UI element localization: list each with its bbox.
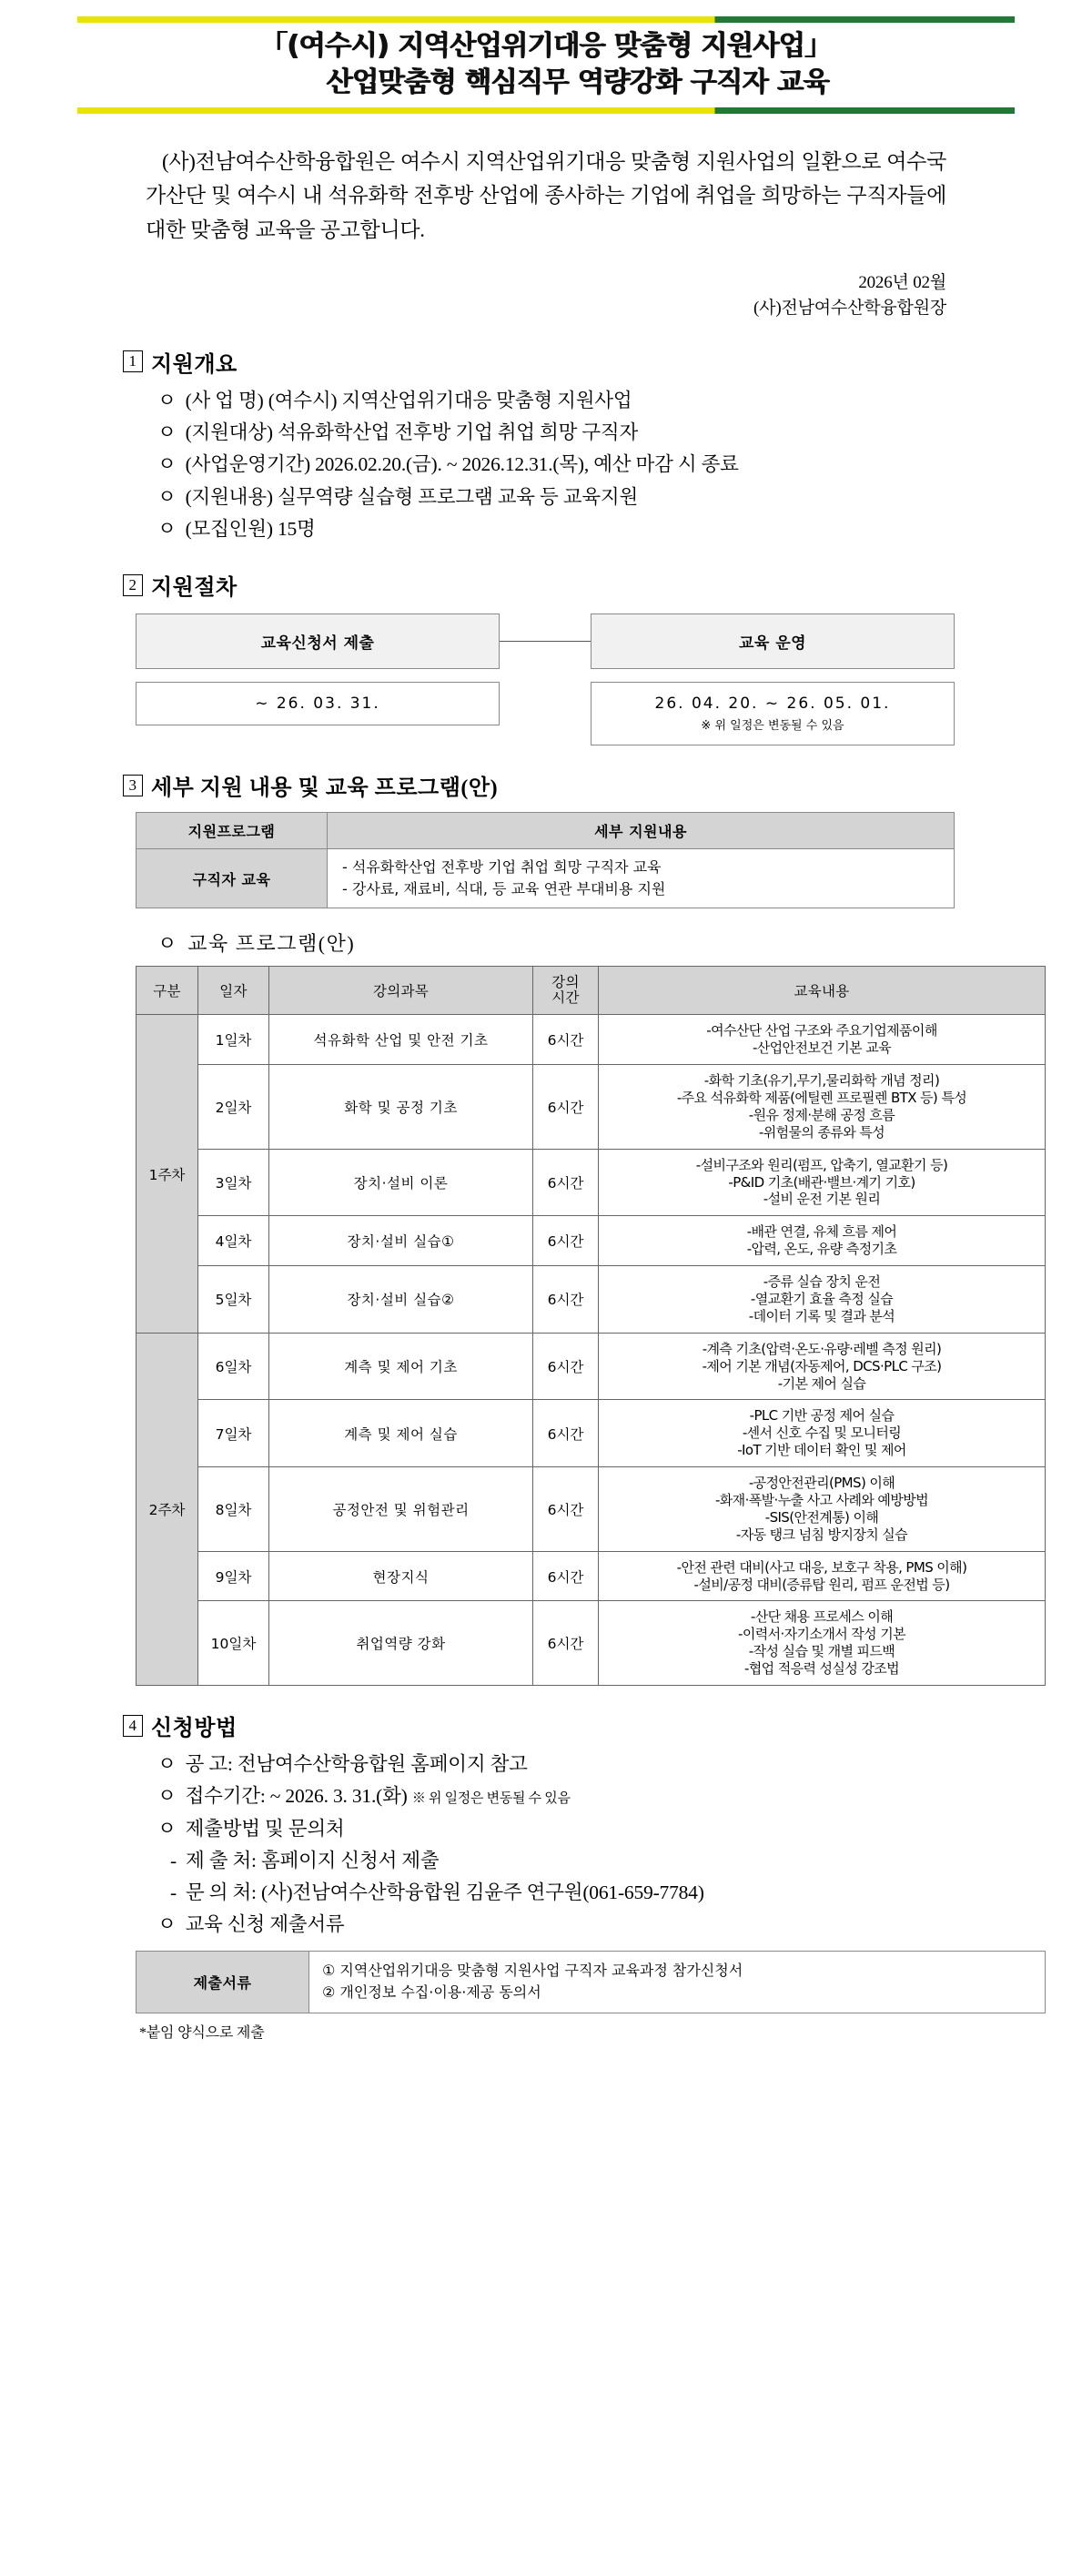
content-line: -위험물의 종류와 특성 [758,1123,885,1141]
section1-title: 지원개요 [151,352,238,377]
col-header-hours [533,967,599,1015]
docs-item: ② 개인정보 수집·이용·제공 동의서 [322,1983,541,2002]
flow-step-1-period-box [136,682,500,745]
footnote: *붙임 양식으로 제출 [139,2025,265,2042]
list-item-note: ※ 위 일정은 변동될 수 있음 [411,1791,571,1807]
section-detail-program [86,769,1006,1686]
content-line: -이력서·자기소개서 작성 기본 [738,1626,905,1643]
program-subtitle-row [157,928,1006,957]
table-row [136,1149,1046,1216]
section1-list [157,385,1006,545]
list-item-label: 문 의 처: (사)전남여수산학융합원 김윤주 연구원(061-659-7784) [185,1881,704,1903]
flow-step-1-title: 교육신청서 제출 [136,614,500,669]
col-header-hours-line2: 시간 [551,989,580,1007]
document-title-line2: 산업맞춤형 핵심직무 역량강화 구직자 교육 [326,66,830,98]
row-day: 10일차 [198,1601,269,1686]
row-content [599,1551,1046,1601]
content-line: -원유 정제·분해 공정 흐름 [748,1106,895,1123]
section4-number: 4 [123,1715,143,1737]
signoff-block [146,270,946,322]
program-subtitle: 교육 프로그램(안) [187,932,356,956]
content-line: -자동 탱크 넘침 방지장치 실습 [735,1526,908,1543]
support-row-program: 구직자 교육 [136,849,328,908]
week-label-1: 1주차 [136,1015,198,1333]
row-content [599,1216,1046,1266]
signoff-date: 2026년 02월 [858,272,946,292]
content-line: -계측 기초(압력·온도·유량·레벨 측정 원리) [702,1340,942,1357]
list-item-label: 접수기간: ~ 2026. 3. 31.(화) [185,1785,408,1808]
flow-step-2-title: 교육 운영 [591,614,955,669]
row-subject: 계측 및 제어 기초 [269,1333,533,1400]
table-row [136,1216,1046,1266]
row-subject: 공정안전 및 위험관리 [269,1467,533,1552]
bullet-mark: ㅇ [157,932,177,956]
content-line: -PLC 기반 공정 제어 실습 [749,1407,895,1425]
bullet-mark: ㅇ [157,1817,177,1840]
title-lines [0,23,1092,104]
content-line: -협업 적응력 성실성 강조법 [743,1660,900,1678]
intro-paragraph-block [146,145,946,247]
table-row [136,849,955,908]
document-page [0,16,1092,2078]
list-item-label: 공 고: 전남여수산학융합원 홈페이지 참고 [185,1753,528,1775]
week-label-2: 2주차 [136,1333,198,1685]
table-row [136,1601,1046,1686]
support-detail-line: - 강사료, 재료비, 식대, 등 교육 연관 부대비용 지원 [342,880,666,898]
education-program-table [136,966,1046,1686]
list-item-label: (모집인원) 15명 [185,517,316,540]
bullet-mark: ㅇ [157,1913,177,1936]
section-support-overview [86,346,1006,545]
list-item [157,417,1006,449]
content-line: -안전 관련 대비(사고 대응, 보호구 착용, PMS 이해) [676,1558,967,1576]
list-item [157,385,1006,417]
row-subject: 장치·설비 이론 [269,1149,533,1216]
document-title-line1: 「(여수시) 지역산업위기대응 맞춤형 지원사업」 [260,30,832,62]
content-line: -제어 기본 개념(자동제어, DCS·PLC 구조) [702,1357,942,1374]
flow-step-2-period-wrap [591,682,955,745]
content-line: -공정안전관리(PMS) 이해 [748,1475,895,1492]
list-item-label: (사 업 명) (여수시) 지역산업위기대응 맞춤형 지원사업 [185,389,632,411]
table-row [136,1065,1046,1150]
row-day: 2일차 [198,1065,269,1150]
signoff-issuer: (사)전남여수산학융합원장 [753,299,946,319]
content-line: -P&ID 기초(배관·밸브·계기 기호) [728,1173,915,1191]
flow-step-periods [136,682,955,745]
support-row-details [328,849,955,908]
table-row [136,1467,1046,1552]
col-header-hours-line1: 강의 [551,974,580,991]
table-row [136,1266,1046,1334]
table-row [136,1015,1046,1065]
content-line: -설비 운전 기본 원리 [763,1191,881,1208]
col-header-content: 교육내용 [599,967,1046,1015]
dash-mark: - [170,1849,177,1871]
section2-number: 2 [123,574,143,596]
section1-number: 1 [123,350,143,372]
bullet-mark: ㅇ [157,1753,177,1775]
flow-step-2 [591,614,955,669]
content-line: -화학 기초(유기,무기,물리화학 개념 정리) [703,1072,940,1090]
section2-title: 지원절차 [151,576,238,601]
content-line: -기본 제어 실습 [777,1374,866,1392]
table-row [136,1551,1046,1601]
table-row [136,1333,1046,1400]
list-item-submit-location [170,1845,1006,1877]
section4-list [157,1749,1006,1942]
intro-paragraph: (사)전남여수산학융합원은 여수시 지역산업위기대응 맞춤형 지원사업의 일환으로 여수국가산단 및 여수시 내 석유화학 전후방 산업에 종사하는 기업에 취업을 희망하는 구직자들에 대한 맞춤형 교육을 공고합니다. [146,150,946,241]
row-hours: 6시간 [533,1333,599,1400]
section4-heading [123,1709,1006,1741]
col-header-subject: 강의과목 [269,967,533,1015]
support-detail-line: - 석유화학산업 전후방 기업 취업 희망 구직자 교육 [342,858,662,877]
row-day: 1일차 [198,1015,269,1065]
section3-title: 세부 지원 내용 및 교육 프로그램(안) [151,776,499,801]
content-line: -IoT 기반 데이터 확인 및 제어 [737,1442,906,1459]
flow-connector-line [500,641,591,642]
content-line: -센서 신호 수집 및 모니터링 [742,1425,902,1442]
col-header-detail: 세부 지원내용 [328,813,955,849]
procedure-flow-diagram [136,614,955,745]
list-item-label: 제출방법 및 문의처 [185,1817,345,1840]
row-day: 9일차 [198,1551,269,1601]
list-item-label: 교육 신청 제출서류 [185,1913,345,1936]
row-hours: 6시간 [533,1601,599,1686]
section3-heading [123,769,1006,801]
list-item-period [157,1780,1006,1812]
table-row [136,1951,1046,2013]
row-day: 8일차 [198,1467,269,1552]
bullet-mark: ㅇ [157,485,177,508]
row-hours: 6시간 [533,1400,599,1467]
col-header-program: 지원프로그램 [136,813,328,849]
section2-heading [123,569,1006,601]
list-item [157,482,1006,513]
bullet-mark: ㅇ [157,517,177,540]
content-line: -압력, 온도, 유량 측정기초 [746,1241,897,1258]
flow-step-2-period-box [591,682,955,745]
list-item-label: 제 출 처: 홈페이지 신청서 제출 [185,1849,440,1871]
content-line: -여수산단 산업 구조와 주요기업제품이해 [706,1022,937,1040]
list-item [157,513,1006,545]
header-rule-bottom [77,107,1015,114]
section-support-procedure [86,569,1006,745]
row-subject: 석유화학 산업 및 안전 기초 [269,1015,533,1065]
dash-mark: - [170,1881,177,1903]
table-header-row [136,967,1046,1015]
list-item-submit-method [157,1813,1006,1845]
flow-step-2-note: ※ 위 일정은 변동될 수 있음 [701,719,844,734]
bullet-mark: ㅇ [157,453,177,476]
required-documents-table [136,1951,1046,2014]
content-line: -산업안전보건 기본 교육 [752,1040,892,1057]
content-line: -산단 채용 프로세스 이해 [750,1608,894,1626]
content-line: -주요 석유화학 제품(에틸렌 프로필렌 BTX 등) 특성 [676,1089,967,1106]
content-line: -배관 연결, 유체 흐름 제어 [746,1223,897,1241]
row-subject: 화학 및 공정 기초 [269,1065,533,1150]
row-subject: 취업역량 강화 [269,1601,533,1686]
content-line: -화재·폭발·누출 사고 사례와 예방방법 [714,1491,928,1508]
content-line: -설비구조와 원리(펌프, 압축기, 열교환기 등) [695,1156,948,1173]
content-line: -작성 실습 및 개별 피드백 [748,1643,895,1660]
row-content [599,1601,1046,1686]
content-line: -설비/공정 대비(증류탑 원리, 펌프 운전법 등) [693,1576,950,1593]
flow-step-2-period: 26. 04. 20. ~ 26. 05. 01. [654,695,891,714]
section4-title: 신청방법 [151,1717,238,1740]
bullet-mark: ㅇ [157,1785,177,1808]
content-line: -데이터 기록 및 결과 분석 [748,1307,895,1324]
table-row [136,1400,1046,1467]
bullet-mark: ㅇ [157,421,177,444]
list-item-required-docs [157,1909,1006,1941]
list-item-label: (사업운영기간) 2026.02.20.(금). ~ 2026.12.31.(목), 예산 마감 시 종료 [185,453,739,476]
list-item-contact [170,1877,1006,1909]
row-day: 5일차 [198,1266,269,1334]
row-hours: 6시간 [533,1266,599,1334]
content-line: -열교환기 효율 측정 실습 [750,1290,894,1307]
row-day: 3일차 [198,1149,269,1216]
list-item-label: (지원내용) 실무역량 실습형 프로그램 교육 등 교육지원 [185,485,639,508]
section3-number: 3 [123,775,143,796]
docs-item: ① 지역산업위기대응 맞춤형 지원사업 구직자 교육과정 참가신청서 [322,1961,743,1979]
flow-spacer [136,669,955,682]
row-hours: 6시간 [533,1015,599,1065]
flow-step-1-period: ~ 26. 03. 31. [136,682,500,725]
section-application-method [86,1709,1006,2042]
row-content [599,1015,1046,1065]
section1-heading [123,346,1006,378]
docs-table-items [309,1951,1046,2013]
row-day: 4일차 [198,1216,269,1266]
bullet-mark: ㅇ [157,389,177,411]
list-item-notice [157,1749,1006,1780]
row-content [599,1266,1046,1334]
header-rule-top [77,16,1015,23]
col-header-week: 구분 [136,967,198,1015]
row-day: 6일차 [198,1333,269,1400]
support-detail-table [136,812,955,908]
content-line: -증류 실습 장치 운전 [763,1273,881,1291]
row-subject: 장치·설비 실습① [269,1216,533,1266]
document-header [0,16,1092,114]
row-hours: 6시간 [533,1216,599,1266]
list-item-label: (지원대상) 석유화학산업 전후방 기업 취업 희망 구직자 [185,421,639,444]
row-day: 7일차 [198,1400,269,1467]
row-content [599,1467,1046,1552]
flow-step-1 [136,614,500,669]
row-subject: 현장지식 [269,1551,533,1601]
row-subject: 계측 및 제어 실습 [269,1400,533,1467]
row-hours: 6시간 [533,1467,599,1552]
row-hours: 6시간 [533,1551,599,1601]
list-item [157,449,1006,481]
col-header-day: 일자 [198,967,269,1015]
row-hours: 6시간 [533,1149,599,1216]
docs-table-label: 제출서류 [136,1951,309,2013]
row-content [599,1400,1046,1467]
table-header-row [136,813,955,849]
content-line: -SIS(안전계통) 이해 [764,1508,879,1526]
row-subject: 장치·설비 실습② [269,1266,533,1334]
row-content [599,1333,1046,1400]
row-hours: 6시간 [533,1065,599,1150]
row-content [599,1065,1046,1150]
row-content [599,1149,1046,1216]
